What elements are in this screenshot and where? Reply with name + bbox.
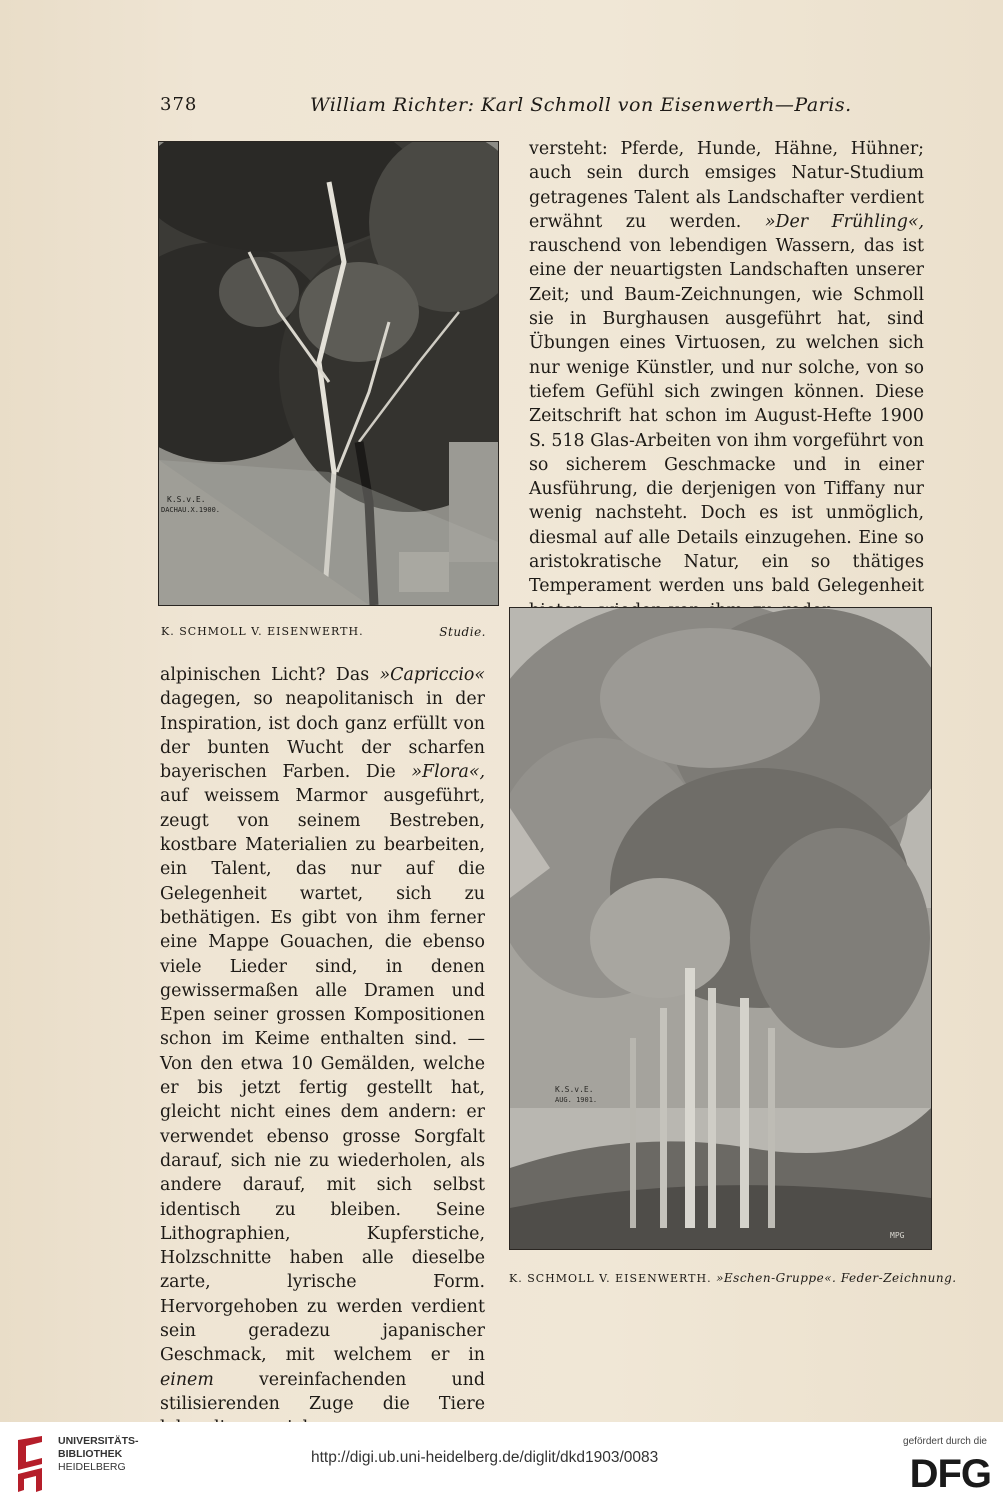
eschen-monogram: K.S.v.E. (555, 1085, 594, 1094)
eschen-date: AUG. 1901. (555, 1096, 598, 1104)
eschen-gruppe-drawing (510, 608, 931, 1249)
paragraph: alpinischen Licht? Das »Capriccio« dagegen, so neapolitanisch in der Inspiration, ist doch ganz erfüllt von der bunten Wucht der scharfen bayerischen Farben. Die »Flora«, auf weissem Marmor ausgeführt, zeugt von seinem Bestreben, kostbare Materialien zu bearbeiten, ein Talent, das nur auf die Gelegenheit wartet, sich zu bethätigen. Es gibt von ihm ferner eine Mappe Gouachen, die ebenso viele Lieder sind, in denen gewissermaßen alle Dramen und Epen seiner grossen Kompositionen schon im Keime enthalten sind. — Von den etwa 10 Gemälden, welche er bis jetzt fertig gestellt hat, gleicht nicht eines dem andern: er verwendet ebenso grosse Sorgfalt darauf, sich nie zu wiederholen, als andere darauf, mit sich selbst identisch zu bleiben. Seine Lithographien, Kupferstiche, Holzschnitte haben alle dieselbe zarte, lyrische Form. Hervorgehoben zu werden verdient sein geradezu japanischer Geschmack, mit welchem er in einem vereinfachenden und stilisierenden Zuge die Tiere (160, 665, 485, 1414)
italic-capriccio: »Capriccio« (379, 665, 485, 685)
italic-einem: einem (160, 1369, 214, 1390)
italic-flora: »Flora«, (411, 762, 485, 783)
caption-artist: K. SCHMOLL V. EISENWERTH. (161, 625, 364, 638)
caption-title: »Eschen-Gruppe«. (716, 1271, 837, 1285)
studie-drawing (159, 142, 498, 605)
running-title: William Richter: Karl Schmoll von Eisenwerth—Paris. (310, 94, 852, 116)
paragraph: versteht: Pferde, Hunde, Hähne, Hühner; auch sein durch emsiges Natur-Studium getragenes Talent als Landschafter verdient erwähnt zu werden. »Der Frühling«, rauschend von lebendigen Wassern, das ist eine der neuartigsten Landschaften unserer Zeit; und Baum-Zeichnungen, wie Schmoll sie in Burghausen ausgeführt hat, sind Übungen eines Virtuosen, zu welchen sich nur wenige Künstler, und nur solche, von so tiefem Gefühl sich zwingen können. Diese Zeitschrift hat schon im August-Hefte 1900 S. 518 Glas-Arbeiten von ihm vorgeführt von so sicherem Geschmacke und in einer Ausführung, die derjenigen von Tiffany nur wenig nachsteht. Doch es ist unmöglich, diesmal auf alle Details einzugehen. Eine so aristokratische Natur, ein so thätiges Temperament werden uns bald Gelegenheit (529, 137, 924, 649)
figure-studie (158, 141, 499, 606)
page-header (160, 94, 920, 120)
right-column-text (529, 137, 924, 649)
left-column-text (160, 663, 485, 1441)
caption-title: Studie. (439, 625, 486, 639)
caption-eschen-gruppe (509, 1271, 957, 1285)
eschen-corner-mark: MPG (890, 1231, 905, 1240)
studie-date: DACHAU.X.1900. (161, 506, 221, 514)
studie-monogram: K.S.v.E. (167, 495, 206, 504)
funding-label: gefördert durch die (903, 1436, 987, 1447)
permalink-url[interactable]: http://digi.ub.uni-heidelberg.de/diglit/dkd1903/0083 (311, 1449, 659, 1466)
dfg-logo: DFG (909, 1452, 991, 1496)
figure-eschen-gruppe (509, 607, 932, 1250)
italic-title: »Der Frühling«, (764, 211, 925, 232)
page-number: 378 (160, 94, 198, 115)
caption-artist: K. SCHMOLL V. EISENWERTH. (509, 1272, 712, 1285)
viewer-footer (0, 1422, 1003, 1505)
caption-technique: Feder-Zeichnung. (840, 1271, 957, 1285)
university-library-logo-icon (12, 1432, 52, 1494)
library-name: UNIVERSITÄTS- BIBLIOTHEK HEIDELBERG (58, 1435, 139, 1473)
